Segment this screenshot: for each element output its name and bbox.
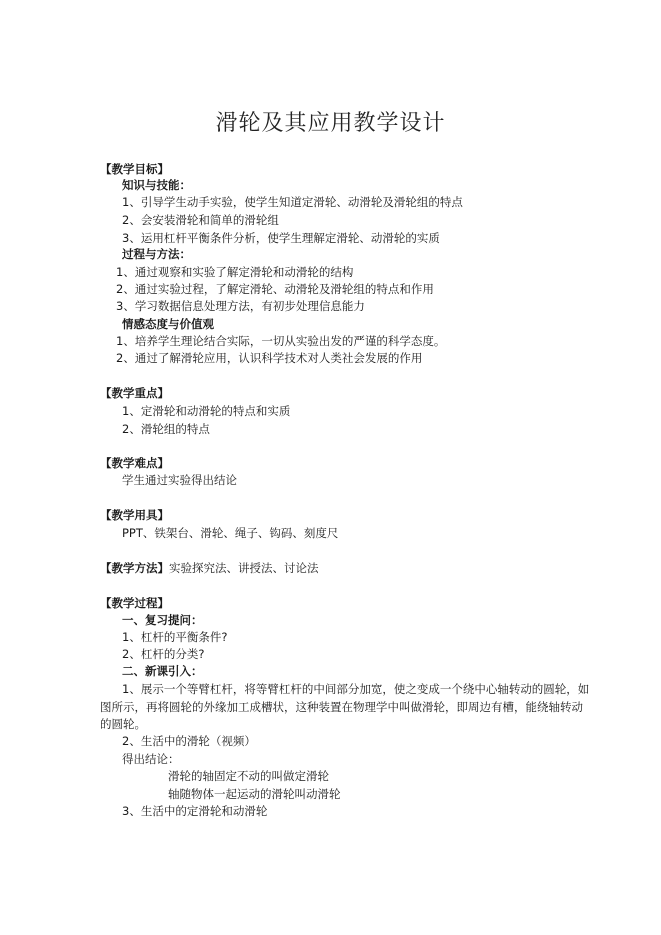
intro-heading: 二、新课引入： [122, 664, 203, 678]
difficulty-text: 学生通过实验得出结论 [122, 473, 237, 487]
knowledge-heading: 知识与技能： [122, 178, 191, 192]
key-point-item: 2、滑轮组的特点 [122, 422, 210, 436]
methods-heading: 【教学方法】 [100, 561, 169, 575]
attitude-item: 2、通过了解滑轮应用，认识科学技术对人类社会发展的作用 [116, 351, 423, 365]
review-item: 2、杠杆的分类? [122, 647, 205, 661]
process-method-heading: 过程与方法： [122, 247, 191, 261]
review-heading: 一、复习提问： [122, 613, 203, 627]
review-item: 1、杠杆的平衡条件? [122, 630, 228, 644]
fixed-movable-item: 3、生活中的定滑轮和动滑轮 [122, 804, 268, 818]
process-method-item: 2、通过实验过程，了解定滑轮、动滑轮及滑轮组的特点和作用 [116, 282, 434, 296]
tools-heading: 【教学用具】 [100, 508, 169, 522]
tools-text: PPT、铁架台、滑轮、绳子、钩码、刻度尺 [122, 526, 339, 540]
knowledge-item: 2、会安装滑轮和简单的滑轮组 [122, 213, 279, 227]
life-pulley-item: 2、生活中的滑轮（视频） [122, 734, 256, 748]
conclusion-label: 得出结论： [122, 752, 180, 766]
conclusion-item: 滑轮的轴固定不动的叫做定滑轮 [168, 769, 329, 783]
goals-heading: 【教学目标】 [100, 162, 169, 176]
process-method-item: 3、学习数据信息处理方法，有初步处理信息能力 [116, 299, 365, 313]
key-point-item: 1、定滑轮和动滑轮的特点和实质 [122, 404, 291, 418]
process-heading: 【教学过程】 [100, 596, 169, 610]
methods-line [100, 560, 319, 576]
process-method-item: 1、通过观察和实验了解定滑轮和动滑轮的结构 [116, 265, 354, 279]
intro-paragraph: 1、展示一个等臂杠杆，将等臂杠杆的中间部分加宽，使之变成一个绕中心轴转动的圆轮，如图所示，再将圆轮的外缘加工成槽状，这种装置在物理学中叫做滑轮，即周边有槽，能绕轴转动的圆轮。 [100, 682, 590, 731]
attitude-heading: 情感态度与价值观 [122, 317, 214, 331]
knowledge-item: 3、运用杠杆平衡条件分析，使学生理解定滑轮、动滑轮的实质 [122, 231, 440, 245]
knowledge-item: 1、引导学生动手实验，使学生知道定滑轮、动滑轮及滑轮组的特点 [122, 195, 463, 209]
conclusion-item: 轴随物体一起运动的滑轮叫动滑轮 [168, 787, 341, 801]
attitude-item: 1、培养学生理论结合实际，一切从实验出发的严谨的科学态度。 [116, 334, 446, 348]
document-title: 滑轮及其应用教学设计 [215, 111, 446, 136]
key-points-heading: 【教学重点】 [100, 386, 169, 400]
difficulty-heading: 【教学难点】 [100, 456, 169, 470]
methods-text: 实验探究法、讲授法、讨论法 [169, 561, 319, 575]
